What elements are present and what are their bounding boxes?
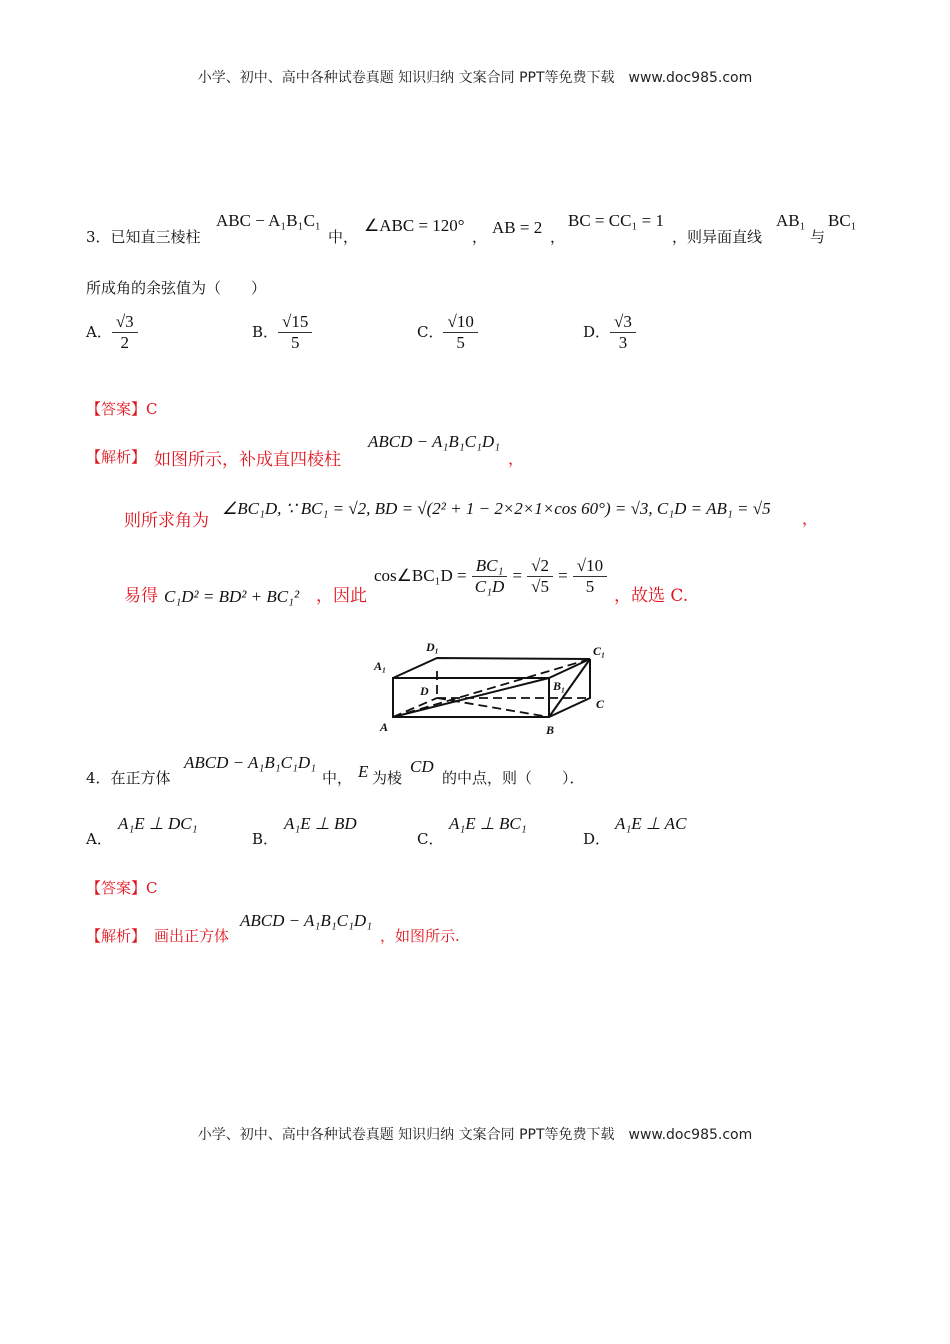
text: 与	[810, 228, 826, 246]
numerator: √10	[573, 556, 607, 577]
option-b: A₁E ⊥ BD	[284, 814, 357, 833]
option-label: A．	[86, 323, 112, 341]
option-d: A₁E ⊥ AC	[615, 814, 687, 833]
page-footer: 小学、初中、高中各种试卷真题 知识归纳 文案合同 PPT等免费下载 www.doc985.com	[197, 1127, 753, 1143]
label-c1: C₁	[593, 644, 606, 658]
page-header: 小学、初中、高中各种试卷真题 知识归纳 文案合同 PPT等免费下载 www.doc985.com	[197, 70, 753, 86]
analysis-tag: 【解析】	[86, 927, 147, 945]
denominator: 3	[618, 333, 628, 352]
analysis-text: 则所求角为	[124, 511, 209, 531]
denominator: 5	[585, 577, 595, 596]
numerator: √3	[610, 312, 636, 333]
analysis-text: 画出正方体	[154, 927, 230, 945]
numerator: √15	[278, 312, 312, 333]
option-label: D．	[583, 323, 611, 341]
answer: 【答案】C	[86, 400, 158, 418]
formula: ABCD − A₁B₁C₁D₁	[368, 432, 501, 451]
analysis-tag: 【解析】	[86, 448, 147, 466]
denominator: 2	[120, 333, 130, 352]
label-a1: A₁	[374, 659, 387, 673]
option-a	[86, 312, 138, 353]
denominator: 5	[290, 333, 300, 352]
formula: AB = 2	[492, 218, 543, 237]
formula: ABCD − A₁B₁C₁D₁	[184, 753, 317, 772]
text: ，如图所示.	[380, 927, 460, 945]
option-c: A₁E ⊥ BC₁	[449, 814, 527, 833]
option-a-label: A．	[86, 830, 112, 848]
numerator: √3	[112, 312, 138, 333]
equals: =	[512, 566, 523, 585]
text: ，因此	[316, 586, 367, 606]
question-number: 3．已知直三棱柱	[86, 228, 201, 246]
label-d1: D₁	[426, 640, 439, 654]
denominator: √5	[531, 577, 549, 596]
analysis-text: 如图所示，补成直四棱柱	[154, 450, 341, 470]
formula: AB₁	[776, 211, 806, 230]
option-c	[417, 312, 478, 353]
formula: ∠ABC = 120°	[364, 216, 465, 235]
label-d: D	[420, 684, 429, 698]
question-number: 4．在正方体	[86, 769, 171, 787]
question-text: 所成角的余弦值为（ ）	[86, 279, 267, 297]
option-b	[252, 312, 312, 353]
label-b: B	[546, 723, 555, 737]
numerator: √2	[527, 556, 553, 577]
formula: BC = CC₁ = 1	[568, 211, 664, 230]
text: ，	[472, 228, 488, 246]
text: ，	[508, 449, 525, 468]
equals: =	[558, 566, 568, 585]
denominator: C₁D	[474, 577, 505, 596]
option-label: B．	[252, 323, 279, 341]
option-a: A₁E ⊥ DC₁	[118, 814, 198, 833]
analysis-text: 易得	[124, 586, 158, 606]
text: 的中点，则（ ）．	[442, 769, 585, 787]
text: 中，	[322, 769, 353, 787]
formula: CD	[410, 757, 434, 776]
label-a: A	[380, 720, 389, 734]
text: 为棱	[372, 769, 403, 787]
text: 中，	[328, 228, 359, 246]
text: ，故选 C.	[614, 586, 689, 606]
numerator: √10	[443, 312, 477, 333]
denominator: 5	[456, 333, 465, 352]
text: ，则异面直线	[672, 228, 763, 246]
formula: ABC − A₁B₁C₁	[216, 211, 321, 230]
formula: cos∠BC₁D =	[374, 566, 467, 585]
option-c-label: C．	[417, 830, 444, 848]
label-c: C	[596, 697, 605, 711]
formula: ∠BC₁D, ∵ BC₁ = √2, BD = √(2² + 1 − 2×2×1×cos 60°) = √3, C₁D = AB₁ = √5	[222, 499, 771, 518]
option-d-label: D．	[583, 830, 611, 848]
formula: ABCD − A₁B₁C₁D₁	[240, 911, 373, 930]
text: ，	[802, 509, 819, 528]
formula: E	[358, 762, 369, 781]
formula: C₁D² = BD² + BC₁²	[164, 587, 300, 606]
cosine-formula	[374, 556, 607, 597]
text: ，	[550, 228, 566, 246]
formula: BC₁	[828, 211, 857, 230]
option-label: C．	[417, 323, 444, 341]
prism-figure	[360, 635, 620, 740]
numerator: BC₁	[472, 556, 508, 577]
answer: 【答案】C	[86, 879, 158, 897]
label-b1: B₁	[553, 679, 566, 693]
option-b-label: B．	[252, 830, 279, 848]
option-d	[583, 312, 636, 353]
